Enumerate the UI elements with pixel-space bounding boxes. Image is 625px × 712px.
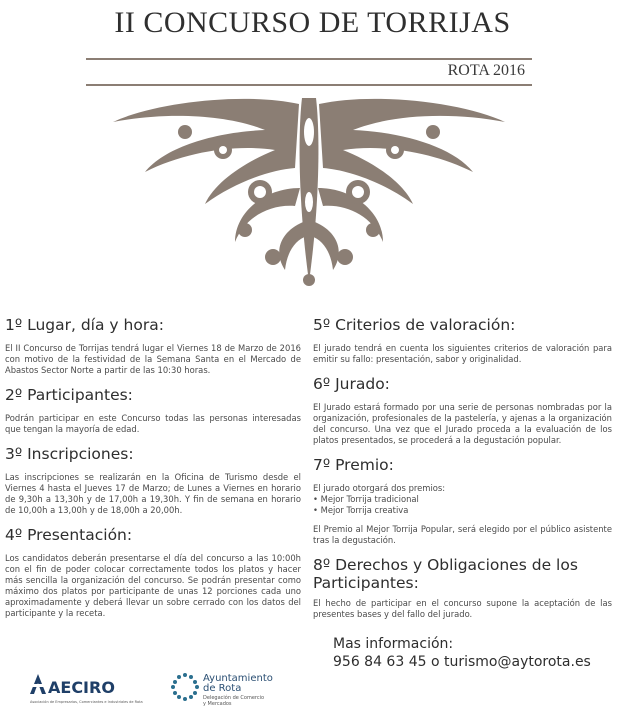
left-column bbox=[5, 316, 301, 629]
section-heading: 2º Participantes: bbox=[5, 386, 133, 404]
ayuntamiento-caption bbox=[203, 695, 264, 707]
contact-label: Mas información: bbox=[333, 636, 454, 652]
ayuntamiento-caption-2: y Mercados bbox=[203, 701, 232, 707]
section-inscripciones bbox=[5, 445, 301, 516]
section-participantes bbox=[5, 386, 301, 435]
section-heading: 7º Premio: bbox=[313, 456, 394, 474]
section-heading: 4º Presentación: bbox=[5, 526, 133, 544]
section-premio bbox=[313, 456, 612, 546]
section-body: El jurado otorgará dos premios: bbox=[313, 483, 446, 493]
section-body: El hecho de participar en el concurso supone la aceptación de las presentes bases y del fallo del jurado. bbox=[313, 598, 612, 619]
ayuntamiento-caption-1: Delegación de Comercio bbox=[203, 695, 265, 701]
section-presentacion bbox=[5, 526, 301, 619]
prize-bullet: • Mejor Torrija tradicional bbox=[313, 494, 419, 504]
contact-line: 956 84 63 45 o turismo@aytorota.es bbox=[333, 654, 591, 670]
section-body: Podrán participar en este Concurso todas las personas interesadas que tengan la mayoría de edad. bbox=[5, 413, 301, 434]
section-heading: 3º Inscripciones: bbox=[5, 445, 134, 463]
section-body: Las inscripciones se realizarán en la Oficina de Turismo desde el Viernes 4 hasta el Jueves 17 de Marzo; de Lunes a Viernes en horario de 9,30h a 13,30h y de 17,00h a 19,30h. Y fin de semana en horario de 10,00h a 13,00h y de 18,00h a 20,00h. bbox=[5, 472, 301, 515]
page-title: II CONCURSO DE TORRIJAS bbox=[114, 6, 511, 39]
ayuntamiento-line1: Ayuntamiento bbox=[203, 673, 273, 684]
right-column bbox=[313, 316, 612, 630]
contact-block bbox=[333, 636, 591, 670]
section-jurado bbox=[313, 375, 612, 446]
section-body: El II Concurso de Torrijas tendrá lugar el Viernes 18 de Marzo de 2016 con motivo de la festividad de la Semana Santa en el Mercado de Abastos Sector Norte a partir de las 10:30 horas. bbox=[5, 343, 301, 375]
section-heading: 6º Jurado: bbox=[313, 375, 390, 393]
ayuntamiento-title bbox=[203, 674, 273, 694]
section-lugar bbox=[5, 316, 301, 376]
prize-bullet: • Mejor Torrija creativa bbox=[313, 505, 409, 515]
section-body: El jurado tendrá en cuenta los siguientes criterios de valoración para emitir su fallo: presentación, sabor y originalidad. bbox=[313, 343, 612, 364]
section-heading: 1º Lugar, día y hora: bbox=[5, 316, 164, 334]
section-derechos bbox=[313, 556, 612, 620]
aeciro-logo-icon bbox=[28, 672, 48, 696]
aeciro-logo-text: AECIRO bbox=[48, 678, 115, 697]
ornament-illustration bbox=[95, 92, 525, 287]
aeciro-caption: Asociación de Empresarios, Comerciantes e Industriales de Rota bbox=[30, 700, 143, 704]
section-criterios bbox=[313, 316, 612, 365]
ayuntamiento-logo-icon bbox=[170, 672, 200, 702]
page-subtitle: ROTA 2016 bbox=[447, 62, 525, 79]
bottom-divider bbox=[86, 84, 532, 86]
section-heading: 5º Criterios de valoración: bbox=[313, 316, 516, 334]
ayuntamiento-line2: de Rota bbox=[203, 683, 242, 694]
section-heading: 8º Derechos y Obligaciones de los Participantes: bbox=[313, 556, 578, 592]
section-body-extra: El Premio al Mejor Torrija Popular, será elegido por el público asistente tras la degustación. bbox=[313, 524, 612, 545]
section-body: Los candidatos deberán presentarse el día del concurso a las 10:00h con el fin de poder colocar correctamente todos los platos y hacer más sencilla la organización del concurso. Se podrán presentar como máximo dos platos por participante de unas 12 porciones cada uno aproximadamente y deberá llevar un sobre cerrado con los datos del participante y la receta. bbox=[5, 553, 301, 618]
top-divider bbox=[86, 58, 532, 60]
section-body: El Jurado estará formado por una serie de personas nombradas por la organización, profesionales de la pastelería, y ajenas a la organización del concurso. Una vez que el Jurado proceda a la evaluación de los platos presentados, se procederá a la degustación popular. bbox=[313, 402, 612, 445]
